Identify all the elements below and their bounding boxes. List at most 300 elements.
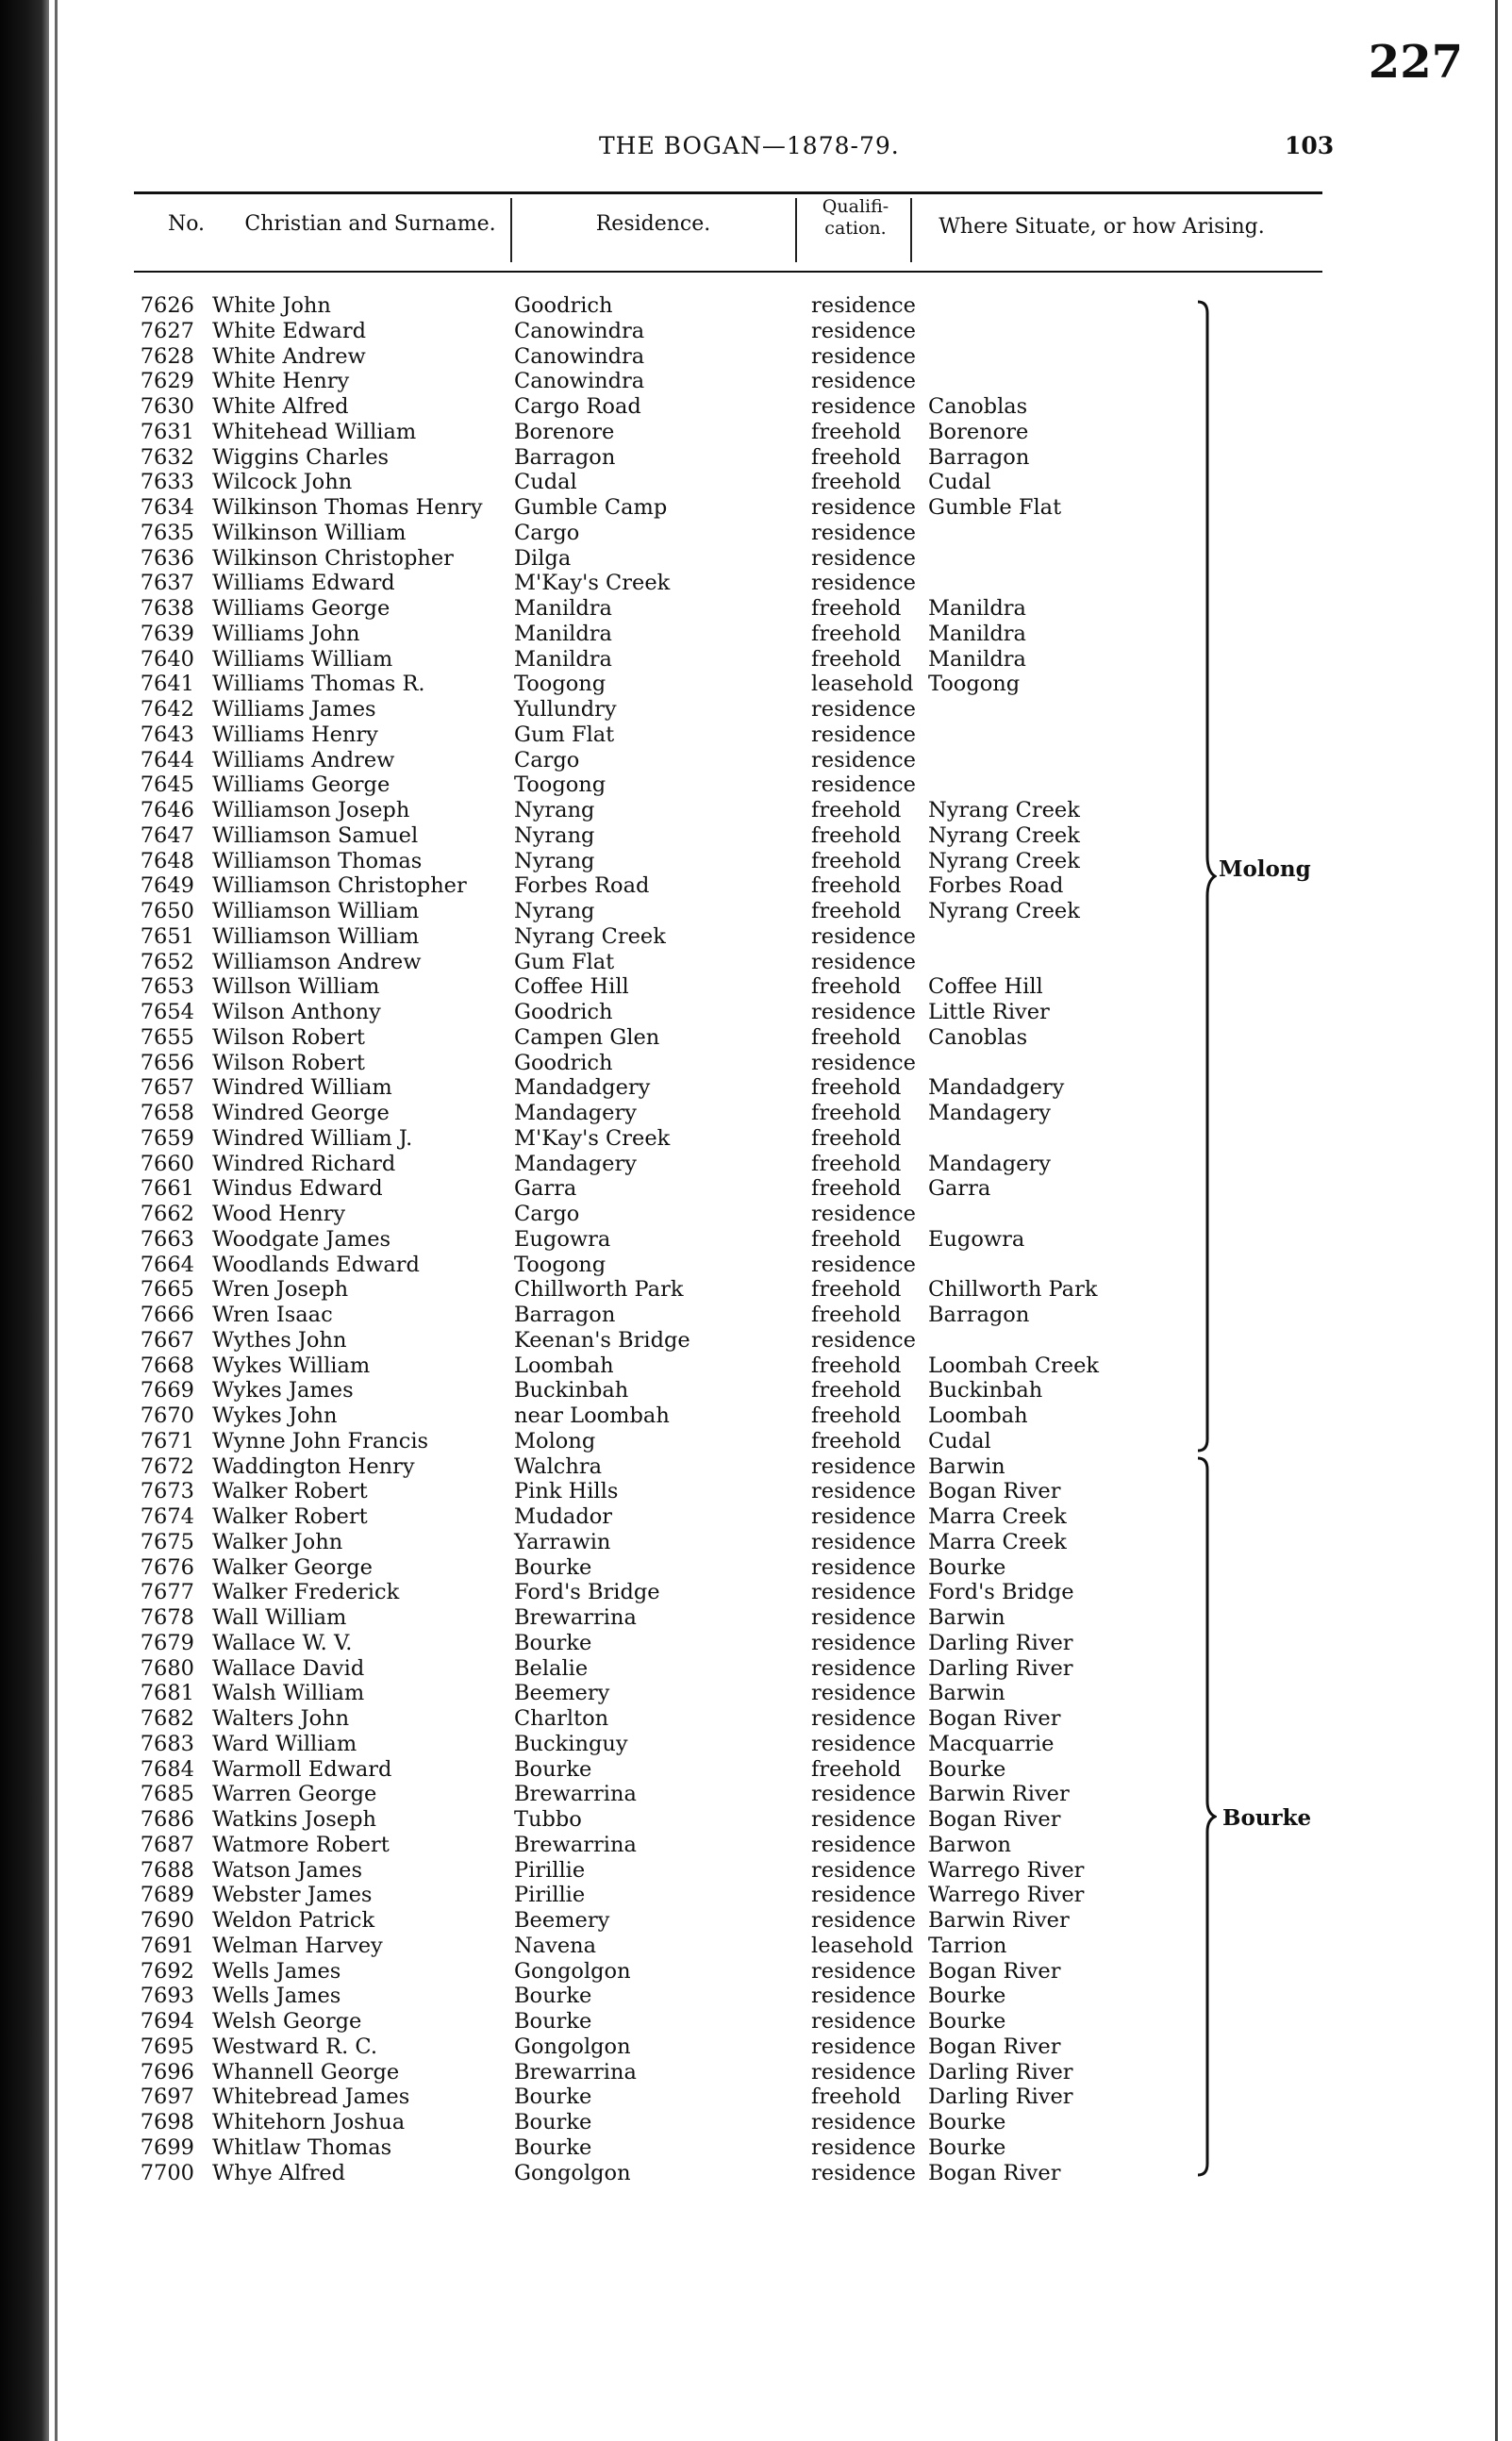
row-number: 7635	[140, 520, 194, 545]
row-number: 7685	[140, 1782, 194, 1807]
row-name: Willson William	[212, 974, 380, 1000]
row-number: 7697	[140, 2084, 194, 2110]
row-qualification: residence	[811, 1580, 916, 1605]
row-qualification: residence	[811, 1554, 916, 1580]
row-number: 7629	[140, 369, 194, 394]
row-name: Williamson William	[212, 899, 420, 923]
row-number: 7673	[140, 1479, 194, 1504]
row-residence: Pirillie	[514, 1883, 586, 1908]
row-where-situate: Barragon	[928, 1303, 1030, 1327]
row-qualification: residence	[811, 1883, 916, 1908]
row-residence: Chillworth Park	[514, 1277, 684, 1303]
row-number: 7642	[140, 697, 194, 722]
row-residence: Nyrang	[514, 798, 595, 822]
column-header-no: No.	[167, 212, 206, 236]
row-where-situate: Barwin River	[928, 1782, 1070, 1807]
row-number: 7638	[140, 596, 194, 621]
row-name: Walker George	[212, 1554, 373, 1580]
row-where-situate: Bogan River	[928, 2160, 1061, 2185]
row-residence: Garra	[514, 1176, 577, 1202]
row-qualification: residence	[811, 1630, 916, 1655]
row-qualification: freehold	[811, 1277, 902, 1303]
row-number: 7632	[140, 444, 194, 470]
row-name: White Andrew	[212, 343, 366, 369]
row-number: 7647	[140, 822, 194, 848]
row-name: Windred William	[212, 1075, 392, 1101]
row-number: 7663	[140, 1226, 194, 1252]
row-qualification: residence	[811, 343, 916, 369]
row-number: 7658	[140, 1101, 194, 1125]
row-residence: Brewarrina	[514, 1782, 637, 1807]
row-name: Wren Isaac	[212, 1303, 333, 1327]
row-name: Williamson Thomas	[212, 848, 423, 873]
row-where-situate: Bogan River	[928, 2034, 1061, 2059]
row-number: 7662	[140, 1202, 194, 1226]
row-residence: Goodrich	[514, 1000, 613, 1024]
row-name: Walters John	[212, 1706, 350, 1731]
row-name: White Henry	[212, 369, 350, 394]
row-where-situate: Barwin	[928, 1453, 1005, 1479]
row-name: Woodgate James	[212, 1226, 391, 1252]
row-name: Williams James	[212, 697, 376, 722]
row-name: Warren George	[212, 1782, 377, 1807]
row-residence: Mudador	[514, 1504, 613, 1529]
row-residence: Bourke	[514, 1554, 592, 1580]
row-number: 7678	[140, 1605, 194, 1630]
row-name: Wilkinson William	[212, 520, 407, 545]
row-name: Williamson Andrew	[212, 949, 422, 974]
row-name: Wiggins Charles	[212, 444, 390, 470]
row-qualification: freehold	[811, 470, 902, 495]
row-number: 7675	[140, 1529, 194, 1554]
row-number: 7696	[140, 2059, 194, 2084]
row-name: Whitebread James	[212, 2084, 410, 2110]
row-qualification: residence	[811, 1908, 916, 1933]
row-name: Wythes John	[212, 1327, 347, 1353]
row-qualification: freehold	[811, 1353, 902, 1378]
row-where-situate: Warrego River	[928, 1883, 1085, 1908]
row-qualification: freehold	[811, 1226, 902, 1252]
row-name: Wells James	[212, 1958, 341, 1984]
row-number: 7677	[140, 1580, 194, 1605]
row-qualification: freehold	[811, 873, 902, 899]
row-qualification: residence	[811, 318, 916, 343]
row-number: 7628	[140, 343, 194, 369]
row-qualification: residence	[811, 1782, 916, 1807]
row-name: Wykes William	[212, 1353, 371, 1378]
row-residence: Charlton	[514, 1706, 609, 1731]
row-residence: Yarrawin	[514, 1529, 611, 1554]
row-name: Windred George	[212, 1101, 390, 1125]
row-name: Wallace W. V.	[212, 1630, 353, 1655]
row-name: Williams Henry	[212, 722, 378, 747]
row-residence: Cargo	[514, 520, 580, 545]
row-number: 7693	[140, 1984, 194, 2009]
row-residence: Bourke	[514, 2110, 592, 2134]
row-number: 7652	[140, 949, 194, 974]
row-number: 7651	[140, 923, 194, 949]
row-qualification: freehold	[811, 1428, 902, 1453]
row-qualification: leasehold	[811, 672, 914, 697]
row-where-situate: Nyrang Creek	[928, 899, 1080, 923]
row-number: 7627	[140, 318, 194, 343]
row-residence: Gongolgon	[514, 1958, 631, 1984]
row-where-situate: Bourke	[928, 2009, 1006, 2034]
row-residence: Barragon	[514, 1303, 616, 1327]
row-number: 7665	[140, 1277, 194, 1303]
row-qualification: residence	[811, 1655, 916, 1681]
row-residence: Goodrich	[514, 293, 613, 318]
row-residence: Gumble Camp	[514, 495, 668, 520]
row-qualification: freehold	[811, 798, 902, 822]
row-name: Williamson Joseph	[212, 798, 410, 822]
row-where-situate: Macquarrie	[928, 1731, 1055, 1756]
row-qualification: residence	[811, 293, 916, 318]
row-residence: Molong	[514, 1428, 596, 1453]
row-qualification: residence	[811, 747, 916, 772]
row-qualification: residence	[811, 545, 916, 571]
row-name: White Alfred	[212, 394, 349, 419]
row-residence: Pink Hills	[514, 1479, 619, 1504]
row-residence: Nyrang	[514, 899, 595, 923]
row-qualification: residence	[811, 394, 916, 419]
row-name: Wykes John	[212, 1403, 338, 1428]
row-residence: Forbes Road	[514, 873, 650, 899]
row-name: White Edward	[212, 318, 366, 343]
row-qualification: freehold	[811, 596, 902, 621]
row-residence: Canowindra	[514, 369, 645, 394]
row-where-situate: Nyrang Creek	[928, 848, 1080, 873]
row-residence: Coffee Hill	[514, 974, 629, 1000]
row-qualification: residence	[811, 1000, 916, 1024]
row-qualification: residence	[811, 1202, 916, 1226]
row-qualification: freehold	[811, 1125, 902, 1151]
row-number: 7671	[140, 1428, 194, 1453]
row-qualification: residence	[811, 1479, 916, 1504]
row-residence: M'Kay's Creek	[514, 571, 671, 596]
row-name: Wallace David	[212, 1655, 365, 1681]
row-number: 7688	[140, 1857, 194, 1883]
row-where-situate: Mandagery	[928, 1101, 1051, 1125]
row-name: White John	[212, 293, 331, 318]
row-number: 7672	[140, 1453, 194, 1479]
row-qualification: residence	[811, 697, 916, 722]
row-number: 7684	[140, 1756, 194, 1782]
row-number: 7641	[140, 672, 194, 697]
row-where-situate: Darling River	[928, 2059, 1073, 2084]
row-residence: Dilga	[514, 545, 572, 571]
row-residence: Walchra	[514, 1453, 603, 1479]
row-number: 7699	[140, 2134, 194, 2160]
book-spine-shadow	[0, 0, 49, 2441]
row-residence: Gum Flat	[514, 722, 615, 747]
row-residence: Manildra	[514, 646, 612, 672]
row-residence: Belalie	[514, 1655, 589, 1681]
row-number: 7676	[140, 1554, 194, 1580]
row-where-situate: Borenore	[928, 419, 1029, 444]
row-qualification: residence	[811, 1731, 916, 1756]
row-name: Wilkinson Christopher	[212, 545, 454, 571]
row-number: 7666	[140, 1303, 194, 1327]
row-where-situate: Canoblas	[928, 394, 1028, 419]
row-qualification: freehold	[811, 1024, 902, 1050]
row-number: 7645	[140, 772, 194, 798]
row-number: 7634	[140, 495, 194, 520]
row-residence: Toogong	[514, 1252, 606, 1277]
binding-line	[55, 0, 58, 2441]
row-where-situate: Bourke	[928, 1984, 1006, 2009]
page-edge-line	[1495, 0, 1498, 2441]
row-residence: Cargo Road	[514, 394, 641, 419]
row-name: Walsh William	[212, 1681, 365, 1706]
column-header-residence: Residence.	[595, 212, 711, 236]
row-number: 7695	[140, 2034, 194, 2059]
row-where-situate: Bourke	[928, 2110, 1006, 2134]
row-residence: Borenore	[514, 419, 615, 444]
row-residence: Beemery	[514, 1681, 610, 1706]
row-residence: Gongolgon	[514, 2034, 631, 2059]
bourke-bracket	[1196, 1456, 1215, 2177]
row-number: 7667	[140, 1327, 194, 1353]
row-where-situate: Buckinbah	[928, 1378, 1043, 1403]
row-number: 7633	[140, 470, 194, 495]
row-name: Windred William J.	[212, 1125, 413, 1151]
row-qualification: residence	[811, 1605, 916, 1630]
row-number: 7679	[140, 1630, 194, 1655]
row-qualification: residence	[811, 520, 916, 545]
row-residence: Cargo	[514, 1202, 580, 1226]
row-name: Wilcock John	[212, 470, 353, 495]
row-number: 7640	[140, 646, 194, 672]
row-number: 7661	[140, 1176, 194, 1202]
row-qualification: residence	[811, 1958, 916, 1984]
row-name: Wynne John Francis	[212, 1428, 429, 1453]
row-number: 7630	[140, 394, 194, 419]
row-number: 7626	[140, 293, 194, 318]
row-residence: Nyrang Creek	[514, 923, 666, 949]
row-name: Wilson Robert	[212, 1050, 365, 1075]
row-name: Warmoll Edward	[212, 1756, 392, 1782]
row-where-situate: Manildra	[928, 646, 1026, 672]
row-qualification: residence	[811, 2110, 916, 2134]
row-residence: Bourke	[514, 2084, 592, 2110]
row-where-situate: Little River	[928, 1000, 1050, 1024]
row-number: 7690	[140, 1908, 194, 1933]
row-name: Windus Edward	[212, 1176, 383, 1202]
row-number: 7657	[140, 1075, 194, 1101]
row-where-situate: Barwin	[928, 1681, 1005, 1706]
row-name: Walker John	[212, 1529, 343, 1554]
row-number: 7664	[140, 1252, 194, 1277]
row-name: Walker Robert	[212, 1479, 368, 1504]
row-name: Wilkinson Thomas Henry	[212, 495, 483, 520]
row-number: 7654	[140, 1000, 194, 1024]
row-name: Wykes James	[212, 1378, 354, 1403]
row-qualification: residence	[811, 1832, 916, 1857]
column-divider	[795, 198, 797, 262]
row-name: Webster James	[212, 1883, 373, 1908]
row-name: Welsh George	[212, 2009, 362, 2034]
row-where-situate: Canoblas	[928, 1024, 1028, 1050]
row-residence: Cargo	[514, 747, 580, 772]
row-number: 7700	[140, 2160, 194, 2185]
row-qualification: residence	[811, 722, 916, 747]
row-where-situate: Gumble Flat	[928, 495, 1062, 520]
row-where-situate: Chillworth Park	[928, 1277, 1098, 1303]
row-number: 7636	[140, 545, 194, 571]
row-where-situate: Warrego River	[928, 1857, 1085, 1883]
column-divider	[910, 198, 912, 262]
row-residence: Nyrang	[514, 848, 595, 873]
row-residence: M'Kay's Creek	[514, 1125, 671, 1151]
row-number: 7689	[140, 1883, 194, 1908]
header-rule-top	[134, 191, 1322, 194]
row-where-situate: Manildra	[928, 596, 1026, 621]
column-header-name: Christian and Surname.	[244, 212, 496, 236]
row-where-situate: Eugowra	[928, 1226, 1025, 1252]
row-where-situate: Toogong	[928, 672, 1021, 697]
row-number: 7644	[140, 747, 194, 772]
row-residence: Gum Flat	[514, 949, 615, 974]
row-qualification: freehold	[811, 1378, 902, 1403]
row-residence: Toogong	[514, 672, 606, 697]
row-name: Williams George	[212, 596, 390, 621]
row-where-situate: Mandagery	[928, 1151, 1051, 1176]
row-qualification: residence	[811, 1504, 916, 1529]
row-name: Watkins Joseph	[212, 1807, 376, 1832]
row-qualification: freehold	[811, 1101, 902, 1125]
row-name: Wren Joseph	[212, 1277, 349, 1303]
row-name: Whannell George	[212, 2059, 400, 2084]
row-name: Williamson William	[212, 923, 420, 949]
row-number: 7650	[140, 899, 194, 923]
row-residence: Campen Glen	[514, 1024, 660, 1050]
row-where-situate: Tarrion	[928, 1933, 1007, 1958]
row-residence: near Loombah	[514, 1403, 670, 1428]
row-residence: Bourke	[514, 1984, 592, 2009]
row-where-situate: Bogan River	[928, 1706, 1061, 1731]
sheet-number: 103	[1285, 132, 1335, 159]
row-residence: Loombah	[514, 1353, 614, 1378]
row-name: Westward R. C.	[212, 2034, 377, 2059]
row-qualification: freehold	[811, 2084, 902, 2110]
row-number: 7643	[140, 722, 194, 747]
page-number: 227	[1368, 36, 1463, 89]
row-qualification: residence	[811, 1706, 916, 1731]
row-where-situate: Bourke	[928, 1554, 1006, 1580]
row-where-situate: Marra Creek	[928, 1529, 1067, 1554]
row-number: 7648	[140, 848, 194, 873]
header-rule-bottom	[134, 271, 1322, 273]
row-name: Whitehorn Joshua	[212, 2110, 406, 2134]
row-number: 7631	[140, 419, 194, 444]
row-residence: Barragon	[514, 444, 616, 470]
row-residence: Nyrang	[514, 822, 595, 848]
row-where-situate: Barragon	[928, 444, 1030, 470]
row-qualification: freehold	[811, 974, 902, 1000]
row-residence: Beemery	[514, 1908, 610, 1933]
row-number: 7653	[140, 974, 194, 1000]
row-name: Walker Robert	[212, 1504, 368, 1529]
row-residence: Pirillie	[514, 1857, 586, 1883]
row-qualification: residence	[811, 772, 916, 798]
row-name: Williams George	[212, 772, 390, 798]
row-residence: Canowindra	[514, 318, 645, 343]
row-qualification: residence	[811, 1984, 916, 2009]
row-qualification: residence	[811, 1807, 916, 1832]
row-where-situate: Barwon	[928, 1832, 1012, 1857]
row-number: 7660	[140, 1151, 194, 1176]
row-name: Williamson Christopher	[212, 873, 467, 899]
row-name: Weldon Patrick	[212, 1908, 375, 1933]
row-number: 7682	[140, 1706, 194, 1731]
row-residence: Gongolgon	[514, 2160, 631, 2185]
row-where-situate: Coffee Hill	[928, 974, 1043, 1000]
row-number: 7668	[140, 1353, 194, 1378]
row-residence: Brewarrina	[514, 1832, 637, 1857]
row-qualification: residence	[811, 2134, 916, 2160]
row-number: 7683	[140, 1731, 194, 1756]
row-qualification: freehold	[811, 1176, 902, 1202]
row-where-situate: Darling River	[928, 1655, 1073, 1681]
row-residence: Keenan's Bridge	[514, 1327, 690, 1353]
row-qualification: freehold	[811, 848, 902, 873]
row-residence: Buckinguy	[514, 1731, 628, 1756]
row-name: Wilson Anthony	[212, 1000, 381, 1024]
row-where-situate: Manildra	[928, 621, 1026, 646]
row-where-situate: Bogan River	[928, 1807, 1061, 1832]
row-qualification: residence	[811, 949, 916, 974]
row-where-situate: Marra Creek	[928, 1504, 1067, 1529]
row-where-situate: Darling River	[928, 2084, 1073, 2110]
row-qualification: freehold	[811, 899, 902, 923]
row-residence: Ford's Bridge	[514, 1580, 660, 1605]
row-qualification: leasehold	[811, 1933, 914, 1958]
molong-bracket	[1196, 300, 1215, 1453]
row-qualification: freehold	[811, 419, 902, 444]
row-where-situate: Loombah	[928, 1403, 1028, 1428]
row-residence: Mandagery	[514, 1151, 637, 1176]
row-qualification: freehold	[811, 444, 902, 470]
row-where-situate: Forbes Road	[928, 873, 1064, 899]
row-qualification: residence	[811, 2059, 916, 2084]
row-residence: Bourke	[514, 1756, 592, 1782]
row-residence: Manildra	[514, 621, 612, 646]
row-number: 7698	[140, 2110, 194, 2134]
row-where-situate: Bourke	[928, 2134, 1006, 2160]
row-qualification: residence	[811, 1327, 916, 1353]
row-qualification: freehold	[811, 1151, 902, 1176]
row-name: Wilson Robert	[212, 1024, 365, 1050]
row-name: Waddington Henry	[212, 1453, 415, 1479]
row-qualification: residence	[811, 1857, 916, 1883]
row-residence: Bourke	[514, 2134, 592, 2160]
row-qualification: freehold	[811, 1403, 902, 1428]
row-residence: Navena	[514, 1933, 597, 1958]
row-residence: Toogong	[514, 772, 606, 798]
row-where-situate: Barwin River	[928, 1908, 1070, 1933]
row-residence: Buckinbah	[514, 1378, 629, 1403]
row-number: 7674	[140, 1504, 194, 1529]
row-where-situate: Loombah Creek	[928, 1353, 1100, 1378]
row-name: Wood Henry	[212, 1202, 346, 1226]
row-where-situate: Barwin	[928, 1605, 1005, 1630]
row-where-situate: Bourke	[928, 1756, 1006, 1782]
row-where-situate: Nyrang Creek	[928, 822, 1080, 848]
row-name: Wells James	[212, 1984, 341, 2009]
row-where-situate: Cudal	[928, 1428, 991, 1453]
row-residence: Manildra	[514, 596, 612, 621]
